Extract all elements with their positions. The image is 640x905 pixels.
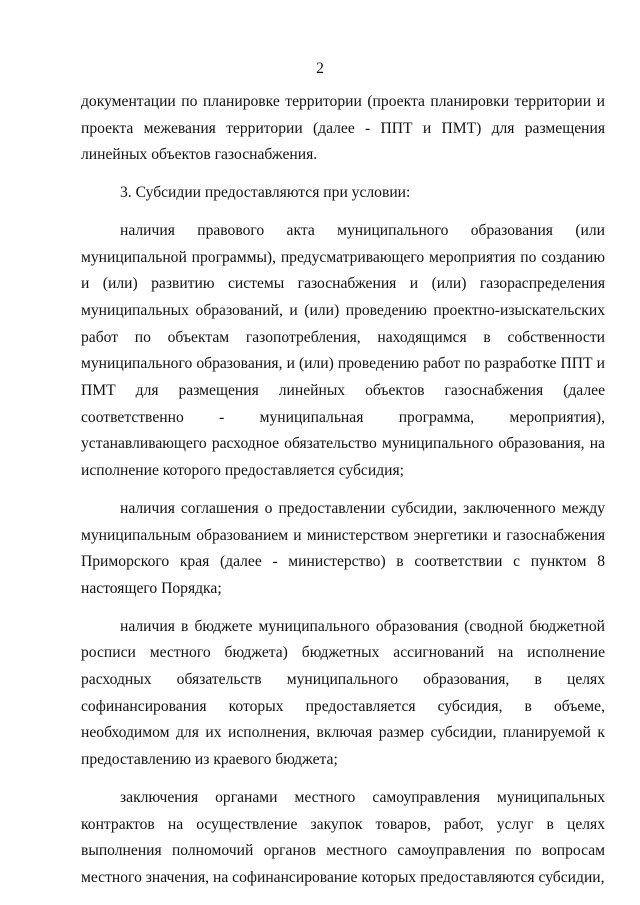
paragraph-condition-legal-act: наличия правового акта муниципального образования (или муниципальной программы), предусматривающего мероприятия по созданию и (или) развитию системы газоснабжения и (или) газораспределения муниципальных образований, и (или) проведению проектно-изыскательских работ по объектам газопотребления, находящимся в собственности муниципального образования, и (или) проведению работ по разработке ППТ и ПМТ для размещения линейных объектов газоснабжения (далее соответственно - муниципальная программа, мероприятия), устанавливающего расходное обязательство муниципального образования, на исполнение которого предоставляется субсидия;: [81, 221, 605, 480]
paragraph-continuation: документации по планировке территории (проекта планировки территории и проекта межевания территории (далее - ППТ и ПМТ) для размещения линейных объектов газоснабжения.: [81, 93, 605, 164]
paragraph-condition-agreement: наличия соглашения о предоставлении субсидии, заключенного между муниципальным образованием и министерством энергетики и газоснабжения Приморского края (далее - министерство) в соответствии с пунктом 8 настоящего Порядка;: [81, 499, 605, 597]
page-number: 2: [316, 60, 324, 77]
document-body: [81, 89, 605, 892]
paragraph-clause-3: 3. Субсидии предоставляются при условии:: [120, 184, 411, 202]
paragraph-condition-budget: наличия в бюджете муниципального образования (сводной бюджетной росписи местного бюджета) бюджетных ассигнований на исполнение расходных обязательств муниципального образования, в целях софинансирования которых предоставляется субсидия, в объеме, необходимом для их исполнения, включая размер субсидии, планируемой к предоставлению из краевого бюджета;: [81, 617, 605, 769]
paragraph-condition-contracts: заключения органами местного самоуправления муниципальных контрактов на осуществление закупок товаров, работ, услуг в целях выполнения полномочий органов местного самоуправления по вопросам местного значения, на софинансирование которых предоставляются субсидии,: [81, 788, 605, 886]
